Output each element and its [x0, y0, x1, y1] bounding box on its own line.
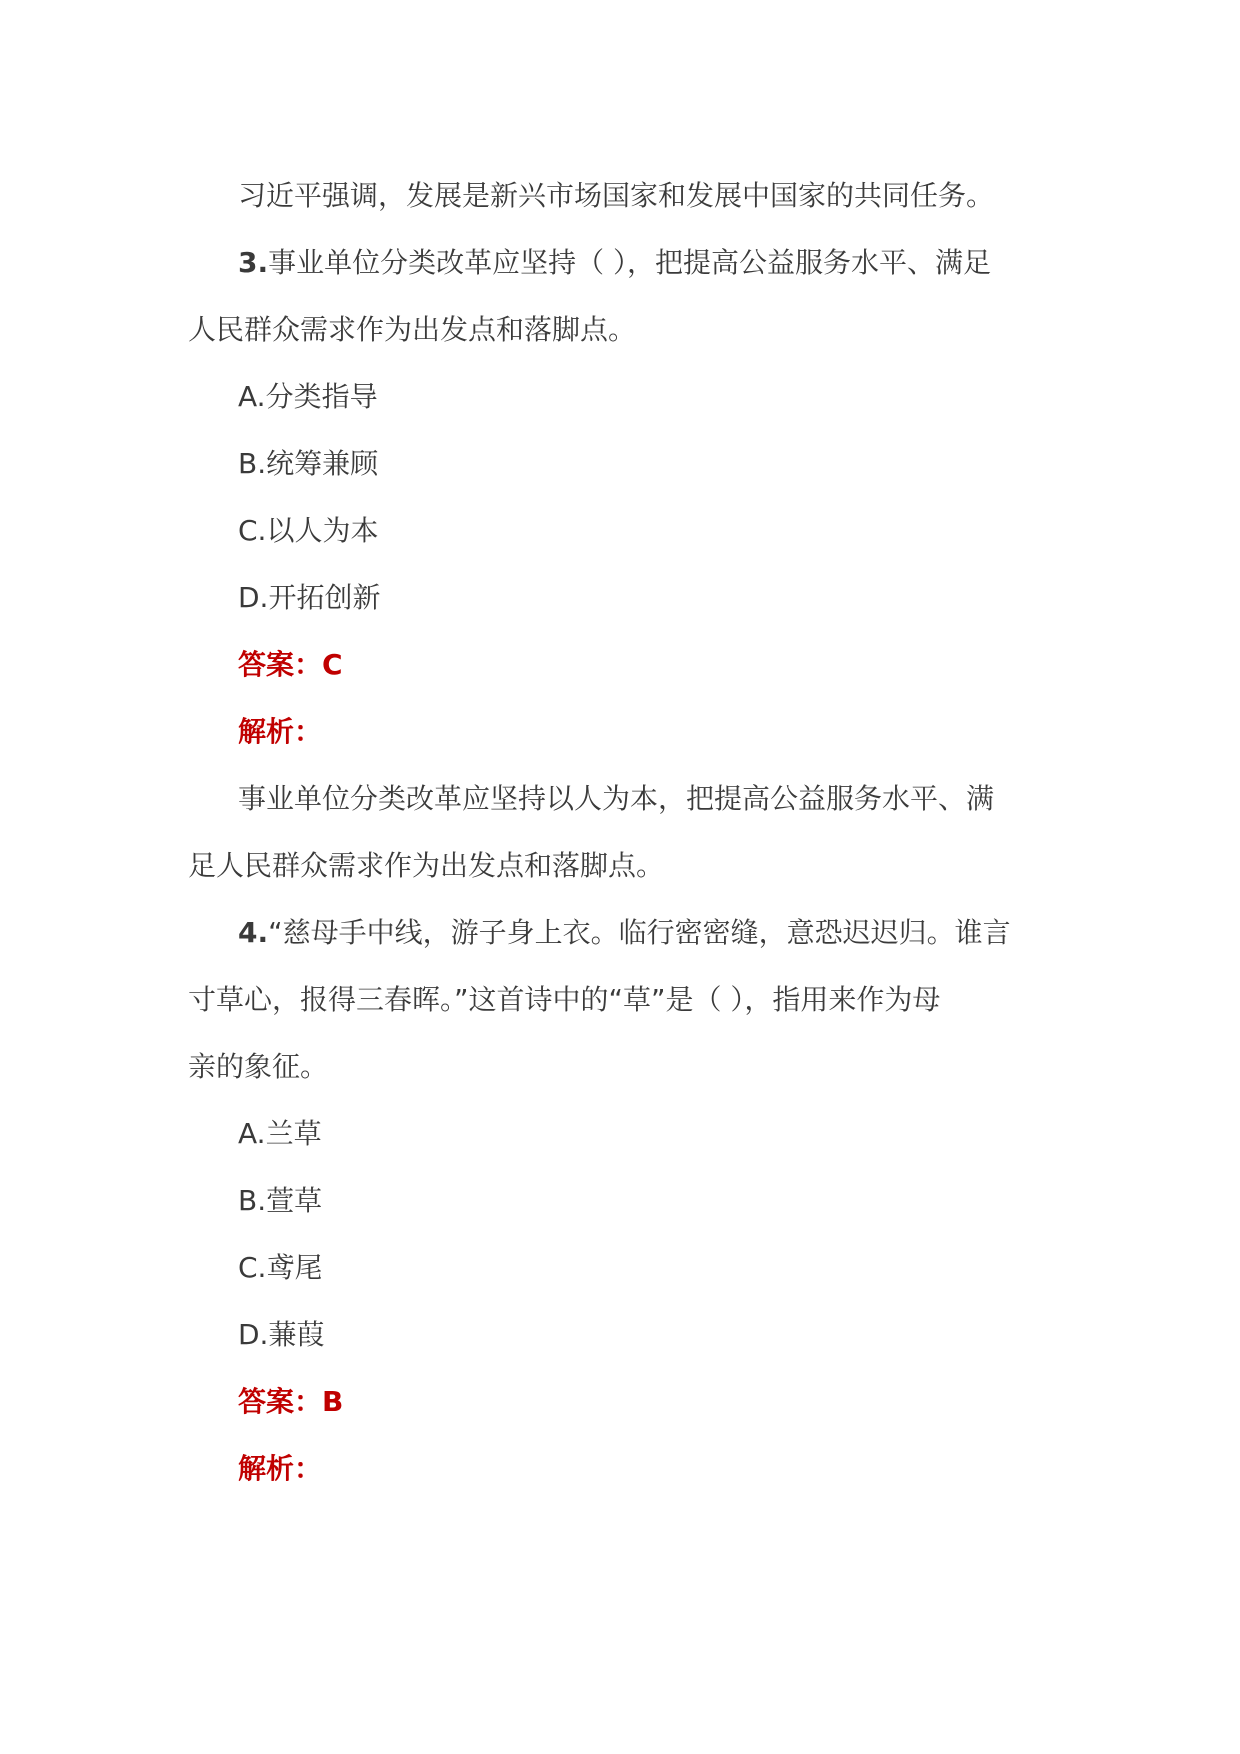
question-4-stem-line-3: 亲的象征。: [188, 1050, 329, 1083]
question-3-stem-line-2: 人民群众需求作为出发点和落脚点。: [188, 313, 637, 346]
question-3-option-d: D.开拓创新: [238, 581, 381, 614]
question-3-option-a: A.分类指导: [238, 380, 378, 413]
question-3-analysis-line-1: 事业单位分类改革应坚持以人为本，把提高公益服务水平、满: [238, 782, 995, 815]
question-4-option-d: D.蒹葭: [238, 1318, 325, 1351]
question-4-answer: 答案：B: [238, 1385, 344, 1418]
question-3-option-c: C.以人为本: [238, 514, 379, 547]
question-3-analysis-line-2: 足人民群众需求作为出发点和落脚点。: [188, 849, 665, 882]
question-4-analysis-label: 解析：: [238, 1452, 323, 1485]
question-4-number: 4.: [238, 916, 269, 949]
question-3-answer: 答案：C: [238, 648, 343, 681]
question-4-option-c: C.鸢尾: [238, 1251, 323, 1284]
question-3-stem-text: 事业单位分类改革应坚持（ ），把提高公益服务水平、满足: [268, 246, 992, 279]
question-3-option-b: B.统筹兼顾: [238, 447, 379, 480]
question-4-option-a: A.兰草: [238, 1117, 322, 1150]
question-3-number: 3.: [238, 246, 269, 279]
question-3-analysis-label: 解析：: [238, 715, 323, 748]
intro-line: 习近平强调，发展是新兴市场国家和发展中国家的共同任务。: [238, 179, 995, 212]
question-4-stem-line-2: 寸草心，报得三春晖。”这首诗中的“草”是（ ），指用来作为母: [188, 983, 941, 1016]
question-3-stem-line-1: [188, 229, 1060, 296]
document-content: [188, 162, 1060, 1502]
question-4-option-b: B.萱草: [238, 1184, 323, 1217]
question-4-stem-line-1: [188, 899, 1060, 966]
question-4-stem-text: “慈母手中线，游子身上衣。临行密密缝，意恐迟迟归。谁言: [268, 916, 1011, 949]
